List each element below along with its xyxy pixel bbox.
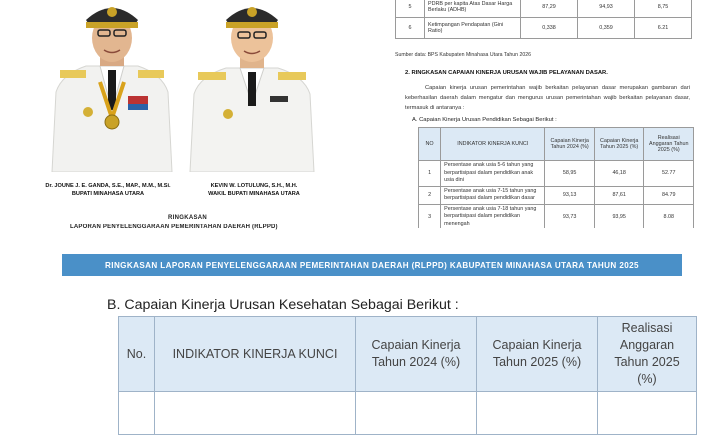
- row-indicator: PDRB per kapita Atas Dasar Harga Berlaku (ADHB): [425, 0, 521, 18]
- row-indicator: Persentase anak usia 7-18 tahun yang berpartisipasi dalam pendidikan menengah: [441, 204, 545, 230]
- table-row: [419, 186, 694, 204]
- section-2-paragraph: Capaian kinerja urusan pemerintahan wajib berkaitan pelayanan dasar merupakan gambaran dari keberhasilan daerah dalam mengatur dan mengurus urusan pemerintahan wajib berkaitan pelayanan dasar, termasuk di antaranya :: [405, 85, 690, 111]
- col-header: Capaian Kinerja Tahun 2025 (%): [594, 128, 644, 161]
- education-table: [418, 127, 694, 230]
- row-no: 6: [396, 18, 425, 39]
- caption-wakil-bupati: [184, 182, 324, 198]
- row-cell: [477, 392, 598, 435]
- official-title: BUPATI MINAHASA UTARA: [71, 191, 145, 197]
- row-no: 2: [419, 186, 441, 204]
- official-photo-icon: [182, 0, 322, 172]
- row-budget-2025: 8.08: [644, 204, 694, 230]
- official-name: Dr. JOUNE J. E. GANDA, S.E., MAP., M.M., M.Si.: [45, 183, 171, 189]
- section-2-title: 2. RINGKASAN CAPAIAN KINERJA URUSAN WAJIB PELAYANAN DASAR.: [405, 70, 608, 76]
- cover-heading: RINGKASAN: [168, 215, 208, 221]
- source-note: Sumber data: BPS Kabupaten Minahasa Utara Tahun 2026: [395, 52, 532, 58]
- row-indicator: Persentase anak usia 5-6 tahun yang berpartisipasi dalam pendidikan anak usia dini: [441, 161, 545, 187]
- row-indicator: Ketimpangan Pendapatan (Gini Ratio): [425, 18, 521, 39]
- row-cell: [155, 392, 356, 435]
- official-photo-icon: [42, 0, 182, 172]
- table-row: [419, 204, 694, 230]
- col-header-budget: Realisasi Anggaran Tahun 2025 (%): [598, 317, 697, 392]
- economy-table: [395, 0, 692, 39]
- row-value-2024: 93,13: [545, 186, 595, 204]
- row-value-change: 8,75: [635, 0, 692, 18]
- col-header: Capaian Kinerja Tahun 2024 (%): [545, 128, 595, 161]
- report-banner: RINGKASAN LAPORAN PENYELENGGARAAN PEMERINTAHAN DAERAH (RLPPD) KABUPATEN MINAHASA UTARA TAHUN 2025: [62, 254, 682, 276]
- row-budget-2025: 52.77: [644, 161, 694, 187]
- section-b-title: B. Capaian Kinerja Urusan Kesehatan Sebagai Berikut :: [107, 297, 459, 313]
- row-no: 3: [419, 204, 441, 230]
- col-header-no: No.: [119, 317, 155, 392]
- table-row: [419, 161, 694, 187]
- portrait-bupati: [42, 0, 182, 172]
- table-row: [119, 392, 697, 435]
- health-table: [118, 316, 697, 435]
- col-header: INDIKATOR KINERJA KUNCI: [441, 128, 545, 161]
- row-no: 5: [396, 0, 425, 18]
- caption-bupati: [28, 182, 188, 198]
- table-header-row: [119, 317, 697, 392]
- row-cell: [598, 392, 697, 435]
- table-row: [396, 18, 692, 39]
- row-value-2024: 58,95: [545, 161, 595, 187]
- row-indicator: Persentase anak usia 7-15 tahun yang berpartisipasi dalam pendidikan dasar: [441, 186, 545, 204]
- row-value-2025: 46,18: [594, 161, 644, 187]
- row-value-2025: 94,93: [578, 0, 635, 18]
- row-value-2025: 0,359: [578, 18, 635, 39]
- row-value-2025: 87,61: [594, 186, 644, 204]
- row-value-2025: 93,95: [594, 204, 644, 230]
- row-cell: [356, 392, 477, 435]
- row-value-2024: 0,338: [521, 18, 578, 39]
- row-budget-2025: 84.79: [644, 186, 694, 204]
- section-a-title: A. Capaian Kinerja Urusan Pendidikan Sebagai Berikut :: [412, 117, 557, 123]
- col-header: NO: [419, 128, 441, 161]
- cover-subheading: LAPORAN PENYELENGGARAAN PEMERINTAHAN DAERAH (RLPPD): [70, 224, 278, 230]
- page-gap: [0, 231, 715, 254]
- row-value-2024: 87,29: [521, 0, 578, 18]
- row-cell: [119, 392, 155, 435]
- col-header-2024: Capaian Kinerja Tahun 2024 (%): [356, 317, 477, 392]
- col-header-2025: Capaian Kinerja Tahun 2025 (%): [477, 317, 598, 392]
- col-header-indicator: INDIKATOR KINERJA KUNCI: [155, 317, 356, 392]
- row-value-change: 6.21: [635, 18, 692, 39]
- col-header: Realisasi Anggaran Tahun 2025 (%): [644, 128, 694, 161]
- portrait-wakil-bupati: [182, 0, 322, 172]
- table-row: [396, 0, 692, 18]
- official-name: KEVIN W. LOTULUNG, S.H., M.H.: [210, 183, 298, 189]
- row-no: 1: [419, 161, 441, 187]
- row-value-2024: 93,73: [545, 204, 595, 230]
- official-title: WAKIL BUPATI MINAHASA UTARA: [208, 191, 300, 197]
- table-header-row: [419, 128, 694, 161]
